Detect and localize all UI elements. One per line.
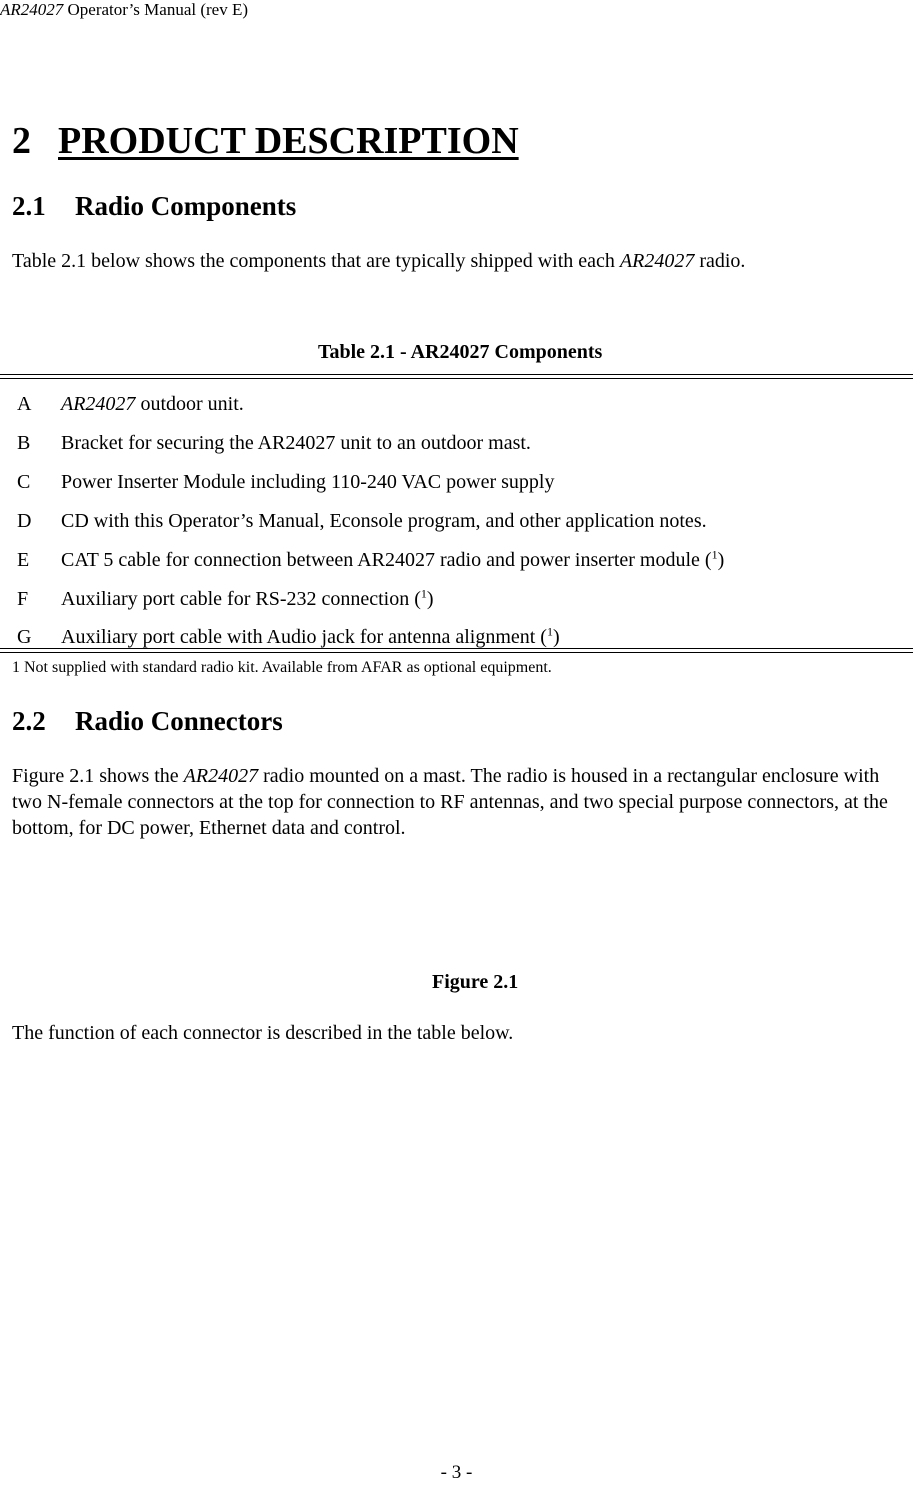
- header-title: Operator’s Manual (rev E): [63, 0, 249, 19]
- row-text: outdoor unit.: [135, 393, 244, 415]
- table-row: [0, 586, 913, 624]
- table-bottom-rule: [0, 648, 913, 653]
- row-close: ): [717, 549, 725, 571]
- row-description: [61, 391, 244, 417]
- row-letter: B: [17, 432, 31, 454]
- closing-paragraph: The function of each connector is described in the table below.: [12, 1022, 514, 1044]
- section-2-2-paragraph: [12, 763, 913, 841]
- table-row: [0, 469, 913, 507]
- row-letter: A: [17, 393, 32, 415]
- figure-caption: Figure 2.1: [432, 971, 519, 993]
- header-model: AR24027: [0, 0, 64, 19]
- row-description: CD with this Operator’s Manual, Econsole program, and other application notes.: [61, 510, 707, 532]
- section-2-1-title: Radio Components: [75, 191, 297, 221]
- intro-text-end: radio.: [694, 250, 746, 272]
- running-header: [0, 0, 248, 20]
- section-2-2-heading: [12, 705, 283, 737]
- table-row: [0, 391, 913, 429]
- page-number: - 3 -: [440, 1462, 473, 1483]
- row-description: Bracket for securing the AR24027 unit to an outdoor mast.: [61, 432, 531, 454]
- table-row: [0, 430, 913, 468]
- row-close: ): [552, 626, 560, 648]
- row-description: [61, 547, 724, 573]
- footnote-ref: 1: [711, 547, 718, 562]
- section-2-2-title: Radio Connectors: [75, 706, 283, 736]
- row-letter: D: [17, 510, 32, 532]
- intro-text: Table 2.1 below shows the components that are typically shipped with each: [12, 250, 620, 272]
- table-footnote: 1 Not supplied with standard radio kit. Available from AFAR as optional equipment.: [12, 659, 552, 676]
- table-row: [0, 547, 913, 585]
- paragraph-text-end: radio mounted on a mast. The radio is housed in a rectangular enclosure with two N-female connectors at the top for connection to RF antennas, and two special purpose connectors, at the bottom, for DC power, Ethernet data and control.: [12, 765, 888, 839]
- chapter-title: PRODUCT DESCRIPTION: [58, 120, 519, 162]
- table-top-rule: [0, 374, 913, 379]
- table-row: [0, 508, 913, 546]
- row-letter: F: [17, 588, 29, 610]
- footnote-ref: 1: [546, 624, 553, 639]
- chapter-heading: [12, 118, 519, 164]
- row-letter: E: [17, 549, 30, 571]
- section-2-2-number: 2.2: [12, 706, 46, 736]
- row-letter: G: [17, 626, 32, 648]
- row-text: Auxiliary port cable for RS-232 connection (: [61, 588, 421, 610]
- row-text: CAT 5 cable for connection between AR24027 radio and power inserter module (: [61, 549, 712, 571]
- row-description: Power Inserter Module including 110-240 VAC power supply: [61, 471, 555, 493]
- intro-model: AR24027: [619, 250, 695, 272]
- section-2-1-intro: [12, 248, 912, 274]
- row-close: ): [426, 588, 434, 610]
- row-description: [61, 624, 560, 650]
- paragraph-model: AR24027: [183, 765, 259, 787]
- table-caption: Table 2.1 - AR24027 Components: [318, 341, 603, 363]
- paragraph-text: Figure 2.1 shows the: [12, 765, 184, 787]
- row-letter: C: [17, 471, 31, 493]
- table-row: [0, 624, 913, 662]
- section-2-1-number: 2.1: [12, 191, 46, 221]
- row-text: Auxiliary port cable with Audio jack for antenna alignment (: [61, 626, 547, 648]
- row-description: [61, 586, 434, 612]
- footnote-ref: 1: [420, 586, 427, 601]
- section-2-1-heading: [12, 190, 296, 222]
- chapter-number: 2: [12, 120, 31, 162]
- row-model: AR24027: [61, 393, 136, 415]
